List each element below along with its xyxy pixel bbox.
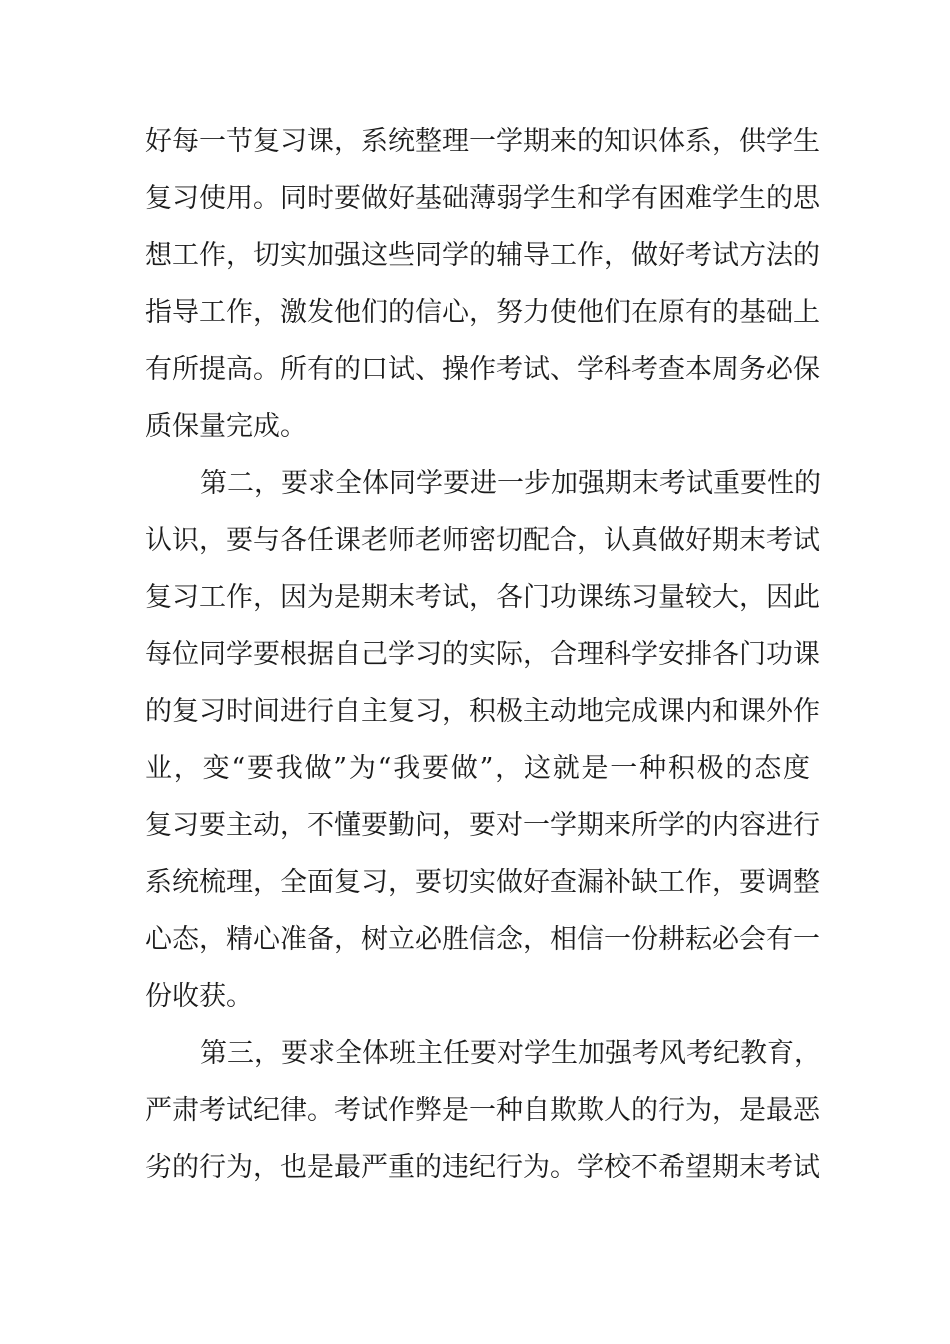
text-line: 认识，要与各任课老师老师密切配合，认真做好期末考试 xyxy=(145,525,820,556)
text-line: 指导工作，激发他们的信心，努力使他们在原有的基础上 xyxy=(145,297,820,328)
text-line: 业，变“要我做”为“我要做”，这就是一种积极的态度 xyxy=(145,753,810,784)
paragraph-start-line: 第二，要求全体同学要进一步加强期末考试重要性的 xyxy=(200,468,821,499)
text-line: 复习使用。同时要做好基础薄弱学生和学有困难学生的思 xyxy=(145,183,820,214)
text-line: 每位同学要根据自己学习的实际，合理科学安排各门功课 xyxy=(145,639,820,670)
paragraph-start-line: 第三，要求全体班主任要对学生加强考风考纪教育， xyxy=(200,1038,821,1069)
text-line: 系统梳理，全面复习，要切实做好查漏补缺工作，要调整 xyxy=(145,867,820,898)
text-line: 好每一节复习课，系统整理一学期来的知识体系，供学生 xyxy=(145,126,820,157)
text-line: 复习工作，因为是期末考试，各门功课练习量较大，因此 xyxy=(145,582,820,613)
text-line: 劣的行为，也是最严重的违纪行为。学校不希望期末考试 xyxy=(145,1152,820,1183)
text-line: 心态，精心准备，树立必胜信念，相信一份耕耘必会有一 xyxy=(145,924,820,955)
text-line: 严肃考试纪律。考试作弊是一种自欺欺人的行为，是最恶 xyxy=(145,1095,820,1126)
text-line: 有所提高。所有的口试、操作考试、学科考查本周务必保 xyxy=(145,354,820,385)
text-line: 复习要主动，不懂要勤问，要对一学期来所学的内容进行 xyxy=(145,810,820,841)
text-line: 质保量完成。 xyxy=(145,411,307,442)
text-line: 份收获。 xyxy=(145,981,253,1012)
text-line: 想工作，切实加强这些同学的辅导工作，做好考试方法的 xyxy=(145,240,820,271)
text-line: 的复习时间进行自主复习，积极主动地完成课内和课外作 xyxy=(145,696,820,727)
